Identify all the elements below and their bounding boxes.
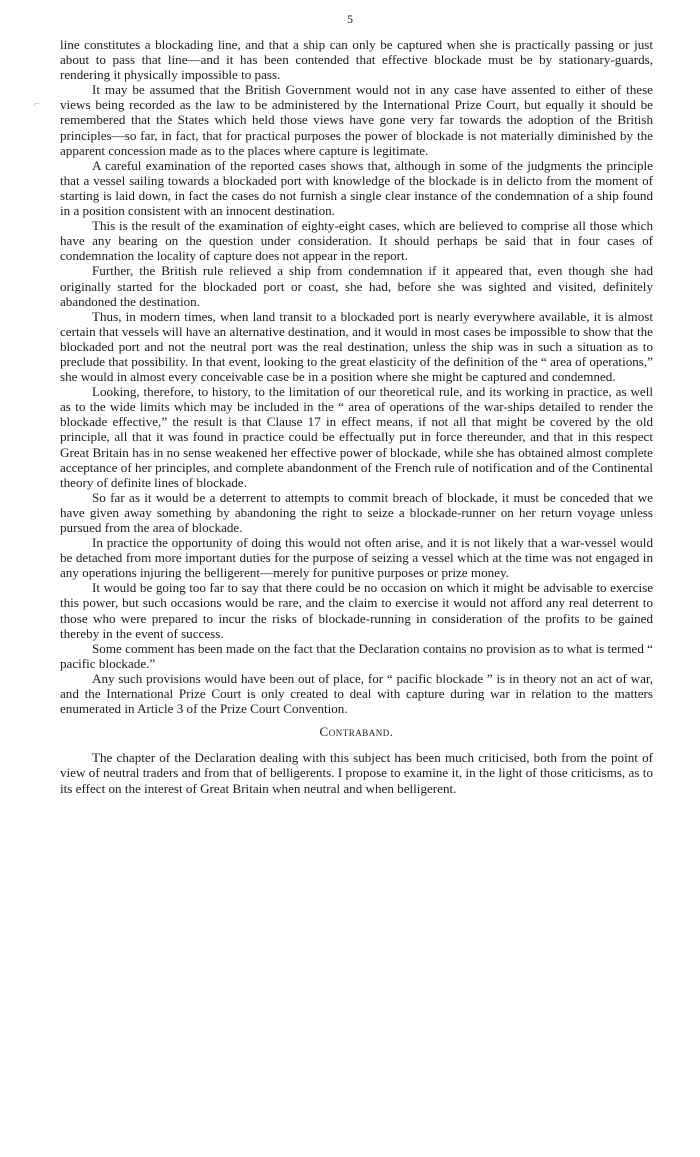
margin-mark: ⌐: [34, 99, 40, 110]
paragraph: Further, the British rule relieved a ship from condemnation if it appeared that, even though she had originally started for the blockaded port or coast, she had, before she was sighted and visited, definitely abandoned the destination.: [60, 263, 653, 309]
paragraph: So far as it would be a deterrent to attempts to commit breach of blockade, it must be conceded that we have given away something by abandoning the right to seize a blockade-runner on her return voyage unless pursued from the area of blockade.: [60, 489, 653, 535]
paragraph: line constitutes a blockading line, and that a ship can only be captured when she is practically passing or just about to pass that line—and it has been contended that effective blockade must be by stationary-guards, rendering it physically impossible to pass.: [60, 37, 653, 83]
paragraph: Looking, therefore, to history, to the limitation of our theoretical rule, and its working in practice, as well as to the wide limits which may be included in the “ area of operations of the war-ships detailed to render the blockade effective,” the result is that Clause 17 in effect means, if not all that might be covered by the old principle, all that it was found in practice could be effectually put in force thereunder, and that in this respect Great Britain has in no sense weakened her effective power of blockade, while she has obtained almost complete acceptance of her principles, and complete abandonment of the French rule of notification and of the Continental theory of definite lines of blockade.: [60, 384, 653, 490]
paragraph: A careful examination of the reported cases shows that, although in some of the judgments the principle that a vessel sailing towards a blockaded port with knowledge of the blockade is in delicto from the moment of starting is laid down, in fact the cases do not furnish a single clear instance of the condemnation of a ship found in a position consistent with an innocent destination.: [60, 157, 653, 219]
paragraph: Any such provisions would have been out of place, for “ pacific blockade ” is in theory not an act of war, and the International Prize Court is only created to deal with capture during war in relation to the matters enumerated in Article 3 of the Prize Court Convention.: [60, 670, 653, 717]
paragraph: It would be going too far to say that there could be no occasion on which it might be advisable to exercise this power, but such occasions would be rare, and the claim to exercise it would not afford any real deterrent to those who were prepared to incur the risks of blockade-running in consideration of the profits to be gained thereby in the event of success.: [60, 580, 653, 641]
paragraph: Thus, in modern times, when land transit to a blockaded port is nearly everywhere available, it is almost certain that vessels will have an alternative destination, and it would in most cases be impossible to show that the blockaded port and not the neutral port was the real destination, unless the ship was in such a situation as to preclude that possibility. In that event, looking to the great elasticity of the definition of the “ area of operations,” she would in almost every conceivable case be in a position where she might be captured and condemned.: [60, 308, 653, 385]
paragraph: In practice the opportunity of doing this would not often arise, and it is not likely that a war-vessel would be detached from more important duties for the purpose of seizing a vessel which at the time was not engaged in any operations injuring the belligerent—merely for punitive purposes or prize money.: [60, 535, 653, 581]
section-heading: Contraband.: [319, 724, 394, 740]
body-text: [60, 37, 653, 796]
paragraph: It may be assumed that the British Government would not in any case have assented to either of these views being recorded as the law to be administered by the International Prize Court, but equally it should be remembered that the States which held those views have gone very far towards the adoption of the British principles—so far, in fact, that for practical purposes the power of blockade is not materially diminished by the apparent concession made as to the places where capture is legitimate.: [60, 82, 653, 158]
page-number: 5: [347, 12, 353, 26]
paragraph: This is the result of the examination of eighty-eight cases, which are believed to comprise all those which have any bearing on the question under consideration. It should perhaps be said that in four cases of condemnation the locality of capture does not appear in the report.: [60, 218, 653, 264]
paragraph: The chapter of the Declaration dealing with this subject has been much criticised, both from the point of view of neutral traders and from that of belligerents. I propose to examine it, in the light of those criticisms, as to its effect on the interest of Great Britain when neutral and when belligerent.: [60, 750, 653, 796]
paragraph: Some comment has been made on the fact that the Declaration contains no provision as to what is termed “ pacific blockade.”: [60, 640, 653, 671]
